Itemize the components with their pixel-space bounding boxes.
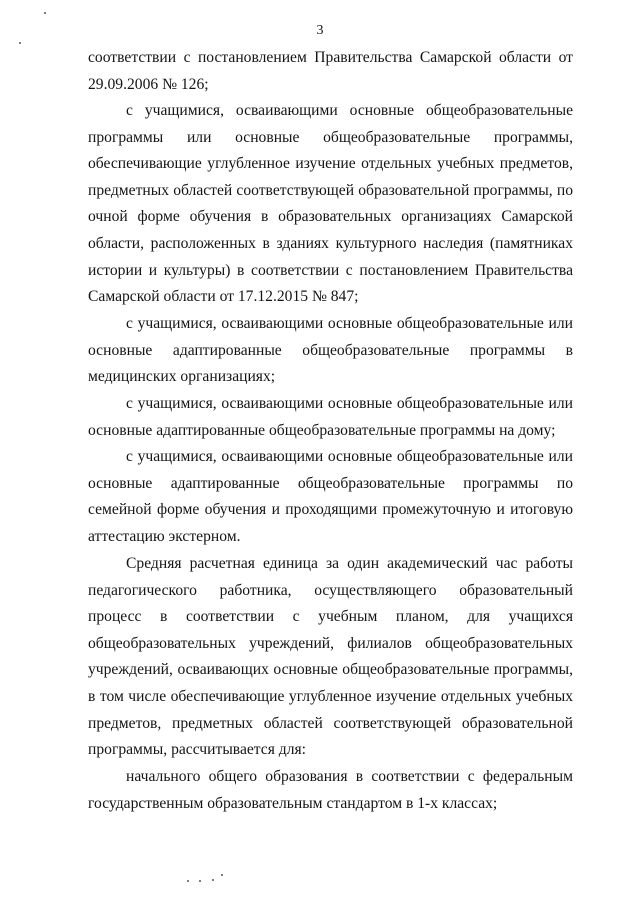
paragraph-cultural-heritage: с учащимися, осваивающими основные общеобразовательные программы или основные общеобразовательные программы, обеспечивающие углубленное изучение отдельных учебных предметов, предметных областей соответствующей образовательной программы, по очной форме обучения в образовательных организациях Самарской области, расположенных в зданиях культурного наследия (памятниках истории и культуры) в соответствии с постановлением Правительства Самарской области от 17.12.2015 № 847; — [88, 102, 573, 306]
scan-speck — [19, 42, 21, 44]
paragraph-medical-organizations: с учащимися, осваивающими основные общеобразовательные или основные адаптированные общеобразовательные программы в медицинских организациях; — [88, 315, 573, 386]
paragraph-primary-education: начального общего образования в соответствии с федеральным государственным образовательным стандартом в 1-х классах; — [88, 768, 573, 812]
paragraph-home-education: с учащимися, осваивающими основные общеобразовательные или основные адаптированные общеобразовательные программы на дому; — [88, 395, 573, 439]
scan-speck — [187, 880, 189, 882]
paragraph-family-education: с учащимися, осваивающими основные общеобразовательные или основные адаптированные общеобразовательные программы по семейной форме обучения и проходящими промежуточную и итоговую аттестацию экстерном. — [88, 448, 573, 545]
paragraph-average-unit: Средняя расчетная единица за один академический час работы педагогического работника, осуществляющего образовательный процесс в соответствии с учебным планом, для учащихся общеобразовательных учреждений, филиалов общеобразовательных учреждений, осваивающих основные общеобразовательные программы, в том числе обеспечивающие углубленное изучение отдельных учебных предметов, предметных областей соответствующей образовательной программы, рассчитывается для: — [88, 555, 573, 759]
paragraph-continuation: соответствии с постановлением Правительства Самарской области от 29.09.2006 № 126; — [88, 49, 573, 93]
scan-speck — [212, 879, 214, 881]
scan-speck — [221, 874, 223, 876]
scan-speck — [199, 880, 201, 882]
scan-speck — [44, 12, 46, 14]
page-number: 3 — [316, 23, 324, 38]
